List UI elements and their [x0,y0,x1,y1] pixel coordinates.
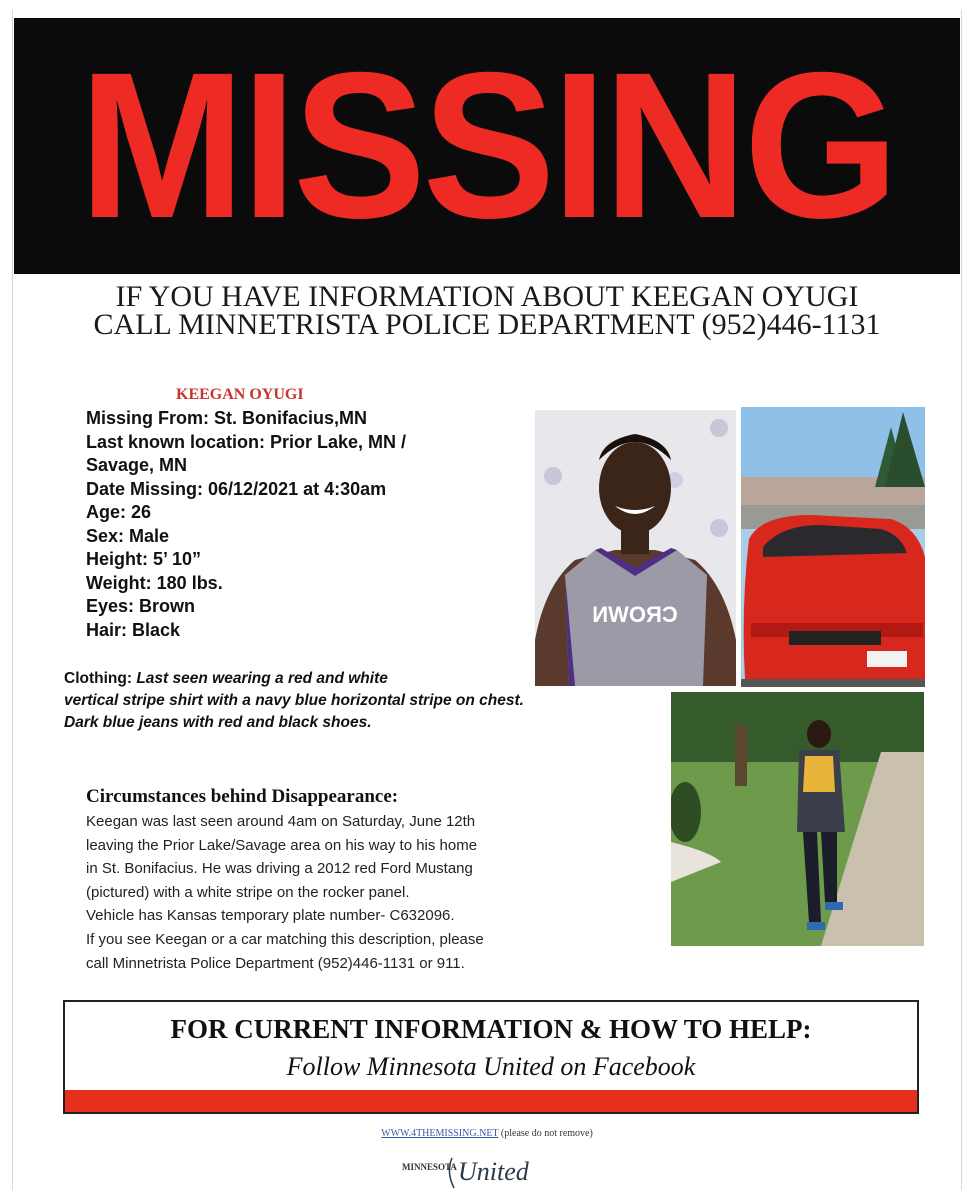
walkway-photo-image [671,692,924,946]
clothing-description [64,668,644,734]
portrait-photo-image [535,410,736,686]
clothing-line-2: vertical stripe shirt with a navy blue horizontal stripe on chest. [64,692,524,709]
banner-title: MISSING [78,30,896,262]
missing-banner [14,18,960,274]
car-photo-image [741,407,925,687]
fact-last-location: Last known location: Prior Lake, MN / [86,431,407,452]
fact-date-missing: Date Missing: 06/12/2021 at 4:30am [86,478,387,499]
walkway-photo [671,692,924,946]
svg-text:United: United [458,1157,529,1186]
source-credit [0,1128,974,1139]
circumstances-title: Circumstances behind Disappearance: [86,786,399,807]
fact-sex: Sex: Male [86,525,170,546]
clothing-line-1: Last seen wearing a red and white [136,670,388,687]
portrait-photo [535,410,736,686]
minnesota-united-logo-image [400,1148,560,1194]
help-callout [63,1000,919,1114]
fact-age: Age: 26 [86,502,152,522]
fact-weight: Weight: 180 lbs. [86,572,223,593]
help-callout-subtitle: Follow Minnesota United on Facebook [286,1052,696,1081]
fact-height: Height: 5’ 10” [86,549,202,569]
circumstances-body [86,810,606,975]
help-callout-title: FOR CURRENT INFORMATION & HOW TO HELP: [170,1014,812,1044]
circumstances-line: Keegan was last seen around 4am on Saturday, June 12th [86,813,476,830]
circumstances-line: call Minnetrista Police Department (952)446-1131 or 911. [86,954,465,972]
circumstances-line: If you see Keegan or a car matching this description, please [86,930,484,948]
fact-last-location-cont: Savage, MN [86,455,188,475]
svg-text:CROWN: CROWN [592,602,678,627]
fact-eyes: Eyes: Brown [86,596,196,616]
source-link[interactable]: WWW.4THEMISSING.NET [381,1128,499,1139]
clothing-label: Clothing: [64,670,133,687]
clothing-line-3: Dark blue jeans with red and black shoes. [64,714,372,731]
headline-line-1: IF YOU HAVE INFORMATION ABOUT KEEGAN OYUGI [115,280,859,313]
minnesota-united-logo [400,1148,560,1194]
svg-text:MINNESOTA: MINNESOTA [402,1162,457,1172]
fact-hair: Hair: Black [86,619,181,640]
help-callout-red-bar [65,1090,917,1112]
source-note: (please do not remove) [498,1128,593,1139]
headline-line-2: CALL MINNETRISTA POLICE DEPARTMENT (952)446-1131 [93,308,881,341]
person-name: KEEGAN OYUGI [176,386,304,403]
car-photo [741,407,925,687]
circumstances-line: leaving the Prior Lake/Savage area on his way to his home [86,836,478,854]
circumstances-line: in St. Bonifacius. He was driving a 2012 red Ford Mustang [86,860,473,878]
person-facts [86,407,516,642]
circumstances-line: Vehicle has Kansas temporary plate number- C632096. [86,907,455,925]
circumstances-line: (pictured) with a white stripe on the rocker panel. [86,883,410,901]
fact-missing-from: Missing From: St. Bonifacius,MN [86,408,368,428]
